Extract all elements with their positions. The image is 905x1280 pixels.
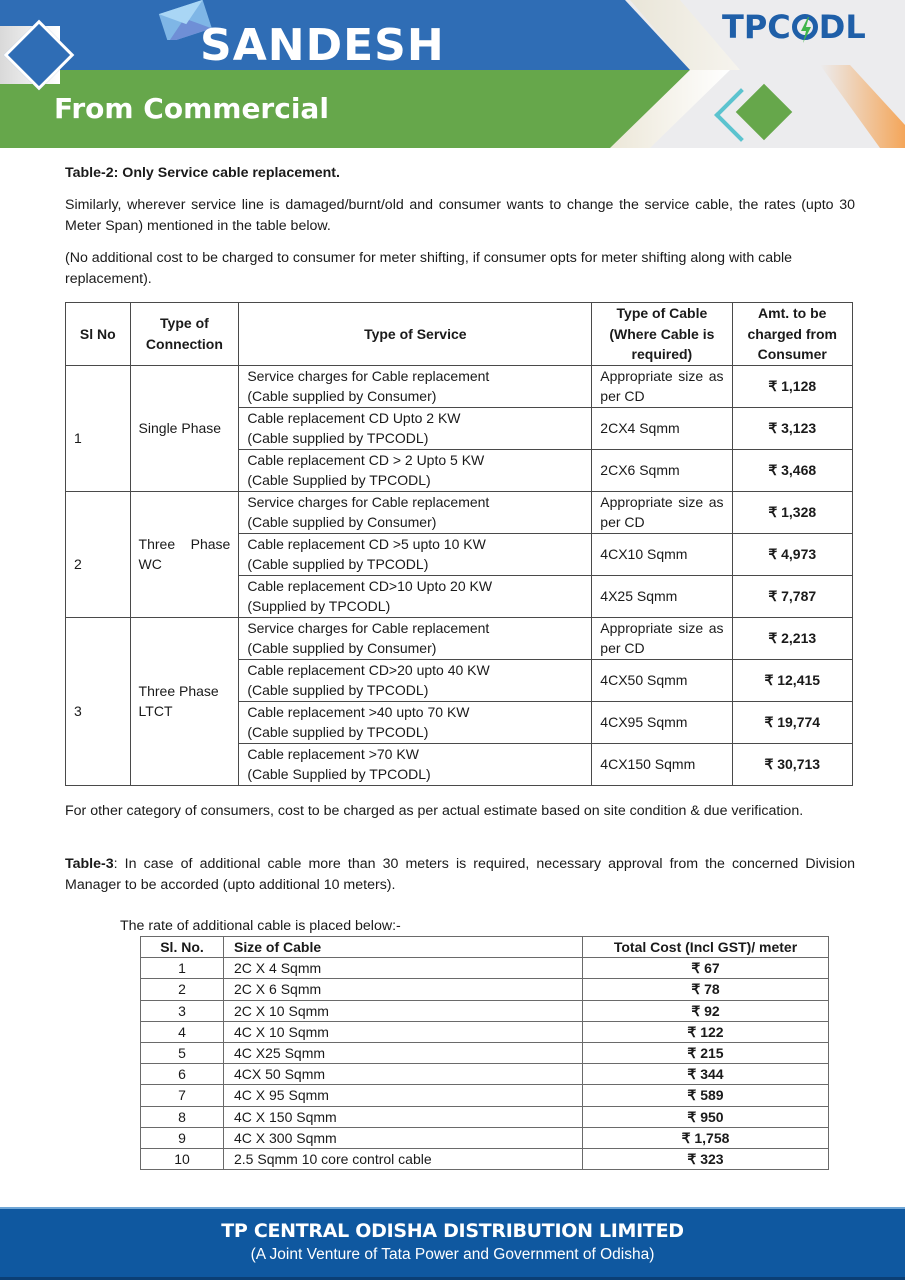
cost-cell: ₹ 323 [583,1148,829,1169]
connection-type-cell: Single Phase [130,365,239,491]
cable-type-cell: 4CX50 Sqmm [592,659,732,701]
service-type-cell: Cable replacement CD > 2 Upto 5 KW (Cable Supplied by TPCODL) [239,449,592,491]
table-row [141,1085,829,1106]
table-row [141,1000,829,1021]
table-row [66,617,853,659]
service-type-cell: Service charges for Cable replacement (Cable supplied by Consumer) [239,365,592,407]
sl-no-cell: 9 [141,1127,224,1148]
amount-cell: ₹ 12,415 [732,659,853,701]
table-row [66,491,853,533]
cost-cell: ₹ 92 [583,1000,829,1021]
logo-bolt-icon [792,14,818,40]
column-header: Sl No [66,303,131,366]
cable-size-cell: 4CX 50 Sqmm [224,1064,583,1085]
amount-cell: ₹ 3,123 [732,407,853,449]
amount-cell: ₹ 4,973 [732,533,853,575]
table3-intro: The rate of additional cable is placed below:- [120,918,401,934]
tpcodl-logo [722,8,866,46]
column-header: Type of Service [239,303,592,366]
cost-cell: ₹ 78 [583,979,829,1000]
banner-orange-stripe [820,65,905,148]
cost-cell: ₹ 122 [583,1021,829,1042]
amount-cell: ₹ 3,468 [732,449,853,491]
table3-heading: Table-3: In case of additional cable more than 30 meters is required, necessary approval from the concerned Division Manager to be accorded (upto additional 10 meters). [65,856,855,893]
sl-no-cell: 3 [66,617,131,785]
table-row [141,1127,829,1148]
logo-text-suffix: DL [818,8,866,46]
amount-cell: ₹ 7,787 [732,575,853,617]
service-type-cell: Cable replacement >70 KW (Cable Supplied by TPCODL) [239,743,592,785]
column-header: Size of Cable [224,937,583,958]
service-type-cell: Cable replacement CD Upto 2 KW (Cable supplied by TPCODL) [239,407,592,449]
table-row [141,1064,829,1085]
cable-type-cell: 2CX4 Sqmm [592,407,732,449]
table-header-row [66,303,853,366]
table-header-row [141,937,829,958]
cable-size-cell: 2C X 6 Sqmm [224,979,583,1000]
company-name: TP CENTRAL ODISHA DISTRIBUTION LIMITED [221,1220,684,1242]
sl-no-cell: 7 [141,1085,224,1106]
sl-no-cell: 4 [141,1021,224,1042]
sl-no-cell: 3 [141,1000,224,1021]
sl-no-cell: 1 [66,365,131,491]
service-cable-table [65,302,853,786]
cost-cell: ₹ 589 [583,1085,829,1106]
cable-size-cell: 4C X25 Sqmm [224,1042,583,1063]
table-row [66,365,853,407]
column-header: Amt. to be charged from Consumer [732,303,853,366]
sl-no-cell: 10 [141,1148,224,1169]
amount-cell: ₹ 1,128 [732,365,853,407]
table-row [141,1042,829,1063]
footer [0,1207,905,1279]
table-row [141,1021,829,1042]
service-type-cell: Service charges for Cable replacement (Cable supplied by Consumer) [239,617,592,659]
cable-size-cell: 4C X 95 Sqmm [224,1085,583,1106]
column-header: Type of Cable (Where Cable is required) [592,303,732,366]
cable-type-cell: Appropriate size as per CD [592,491,732,533]
table-row [141,958,829,979]
amount-cell: ₹ 30,713 [732,743,853,785]
table2-note-paragraph: (No additional cost to be charged to consumer for meter shifting, if consumer opts for meter shifting along with cable replacement). [65,250,793,287]
amount-cell: ₹ 2,213 [732,617,853,659]
connection-type-cell: Three Phase LTCT [130,617,239,785]
cable-type-cell: 4CX95 Sqmm [592,701,732,743]
service-type-cell: Cable replacement CD >5 upto 10 KW (Cable supplied by TPCODL) [239,533,592,575]
cost-cell: ₹ 67 [583,958,829,979]
newsletter-subtitle: From Commercial [54,92,329,125]
table2-intro-paragraph: Similarly, wherever service line is damaged/burnt/old and consumer wants to change the service cable, the rates (upto 30 Meter Span) mentioned in the table below. [65,197,855,234]
other-category-note: For other category of consumers, cost to be charged as per actual estimate based on site condition & due verification. [65,803,804,819]
amount-cell: ₹ 19,774 [732,701,853,743]
cost-cell: ₹ 344 [583,1064,829,1085]
cost-cell: ₹ 1,758 [583,1127,829,1148]
sl-no-cell: 8 [141,1106,224,1127]
sl-no-cell: 5 [141,1042,224,1063]
cable-size-cell: 2C X 10 Sqmm [224,1000,583,1021]
service-type-cell: Cable replacement >40 upto 70 KW (Cable supplied by TPCODL) [239,701,592,743]
cost-cell: ₹ 950 [583,1106,829,1127]
table-row [141,1148,829,1169]
amount-cell: ₹ 1,328 [732,491,853,533]
cable-type-cell: 4CX10 Sqmm [592,533,732,575]
cable-type-cell: 4CX150 Sqmm [592,743,732,785]
additional-cable-rate-table [140,936,829,1170]
table-row [141,979,829,1000]
column-header: Sl. No. [141,937,224,958]
cable-size-cell: 2.5 Sqmm 10 core control cable [224,1148,583,1169]
table-row [141,1106,829,1127]
table2-heading: Table-2: Only Service cable replacement. [65,165,340,181]
service-type-cell: Cable replacement CD>20 upto 40 KW (Cable supplied by TPCODL) [239,659,592,701]
cable-type-cell: Appropriate size as per CD [592,365,732,407]
cable-type-cell: 4X25 Sqmm [592,575,732,617]
logo-text-prefix: TPC [722,8,791,46]
cable-size-cell: 4C X 10 Sqmm [224,1021,583,1042]
newsletter-title: SANDESH [200,20,445,71]
sl-no-cell: 2 [66,491,131,617]
service-type-cell: Cable replacement CD>10 Upto 20 KW (Supplied by TPCODL) [239,575,592,617]
connection-type-cell: Three Phase WC [130,491,239,617]
sl-no-cell: 2 [141,979,224,1000]
cable-size-cell: 4C X 150 Sqmm [224,1106,583,1127]
header-banner [0,0,905,148]
cable-type-cell: 2CX6 Sqmm [592,449,732,491]
sl-no-cell: 6 [141,1064,224,1085]
service-type-cell: Service charges for Cable replacement (Cable supplied by Consumer) [239,491,592,533]
cost-cell: ₹ 215 [583,1042,829,1063]
column-header: Total Cost (Incl GST)/ meter [583,937,829,958]
sl-no-cell: 1 [141,958,224,979]
company-tagline: (A Joint Venture of Tata Power and Government of Odisha) [250,1246,655,1263]
cable-type-cell: Appropriate size as per CD [592,617,732,659]
cable-size-cell: 4C X 300 Sqmm [224,1127,583,1148]
column-header: Type of Connection [130,303,239,366]
cable-size-cell: 2C X 4 Sqmm [224,958,583,979]
